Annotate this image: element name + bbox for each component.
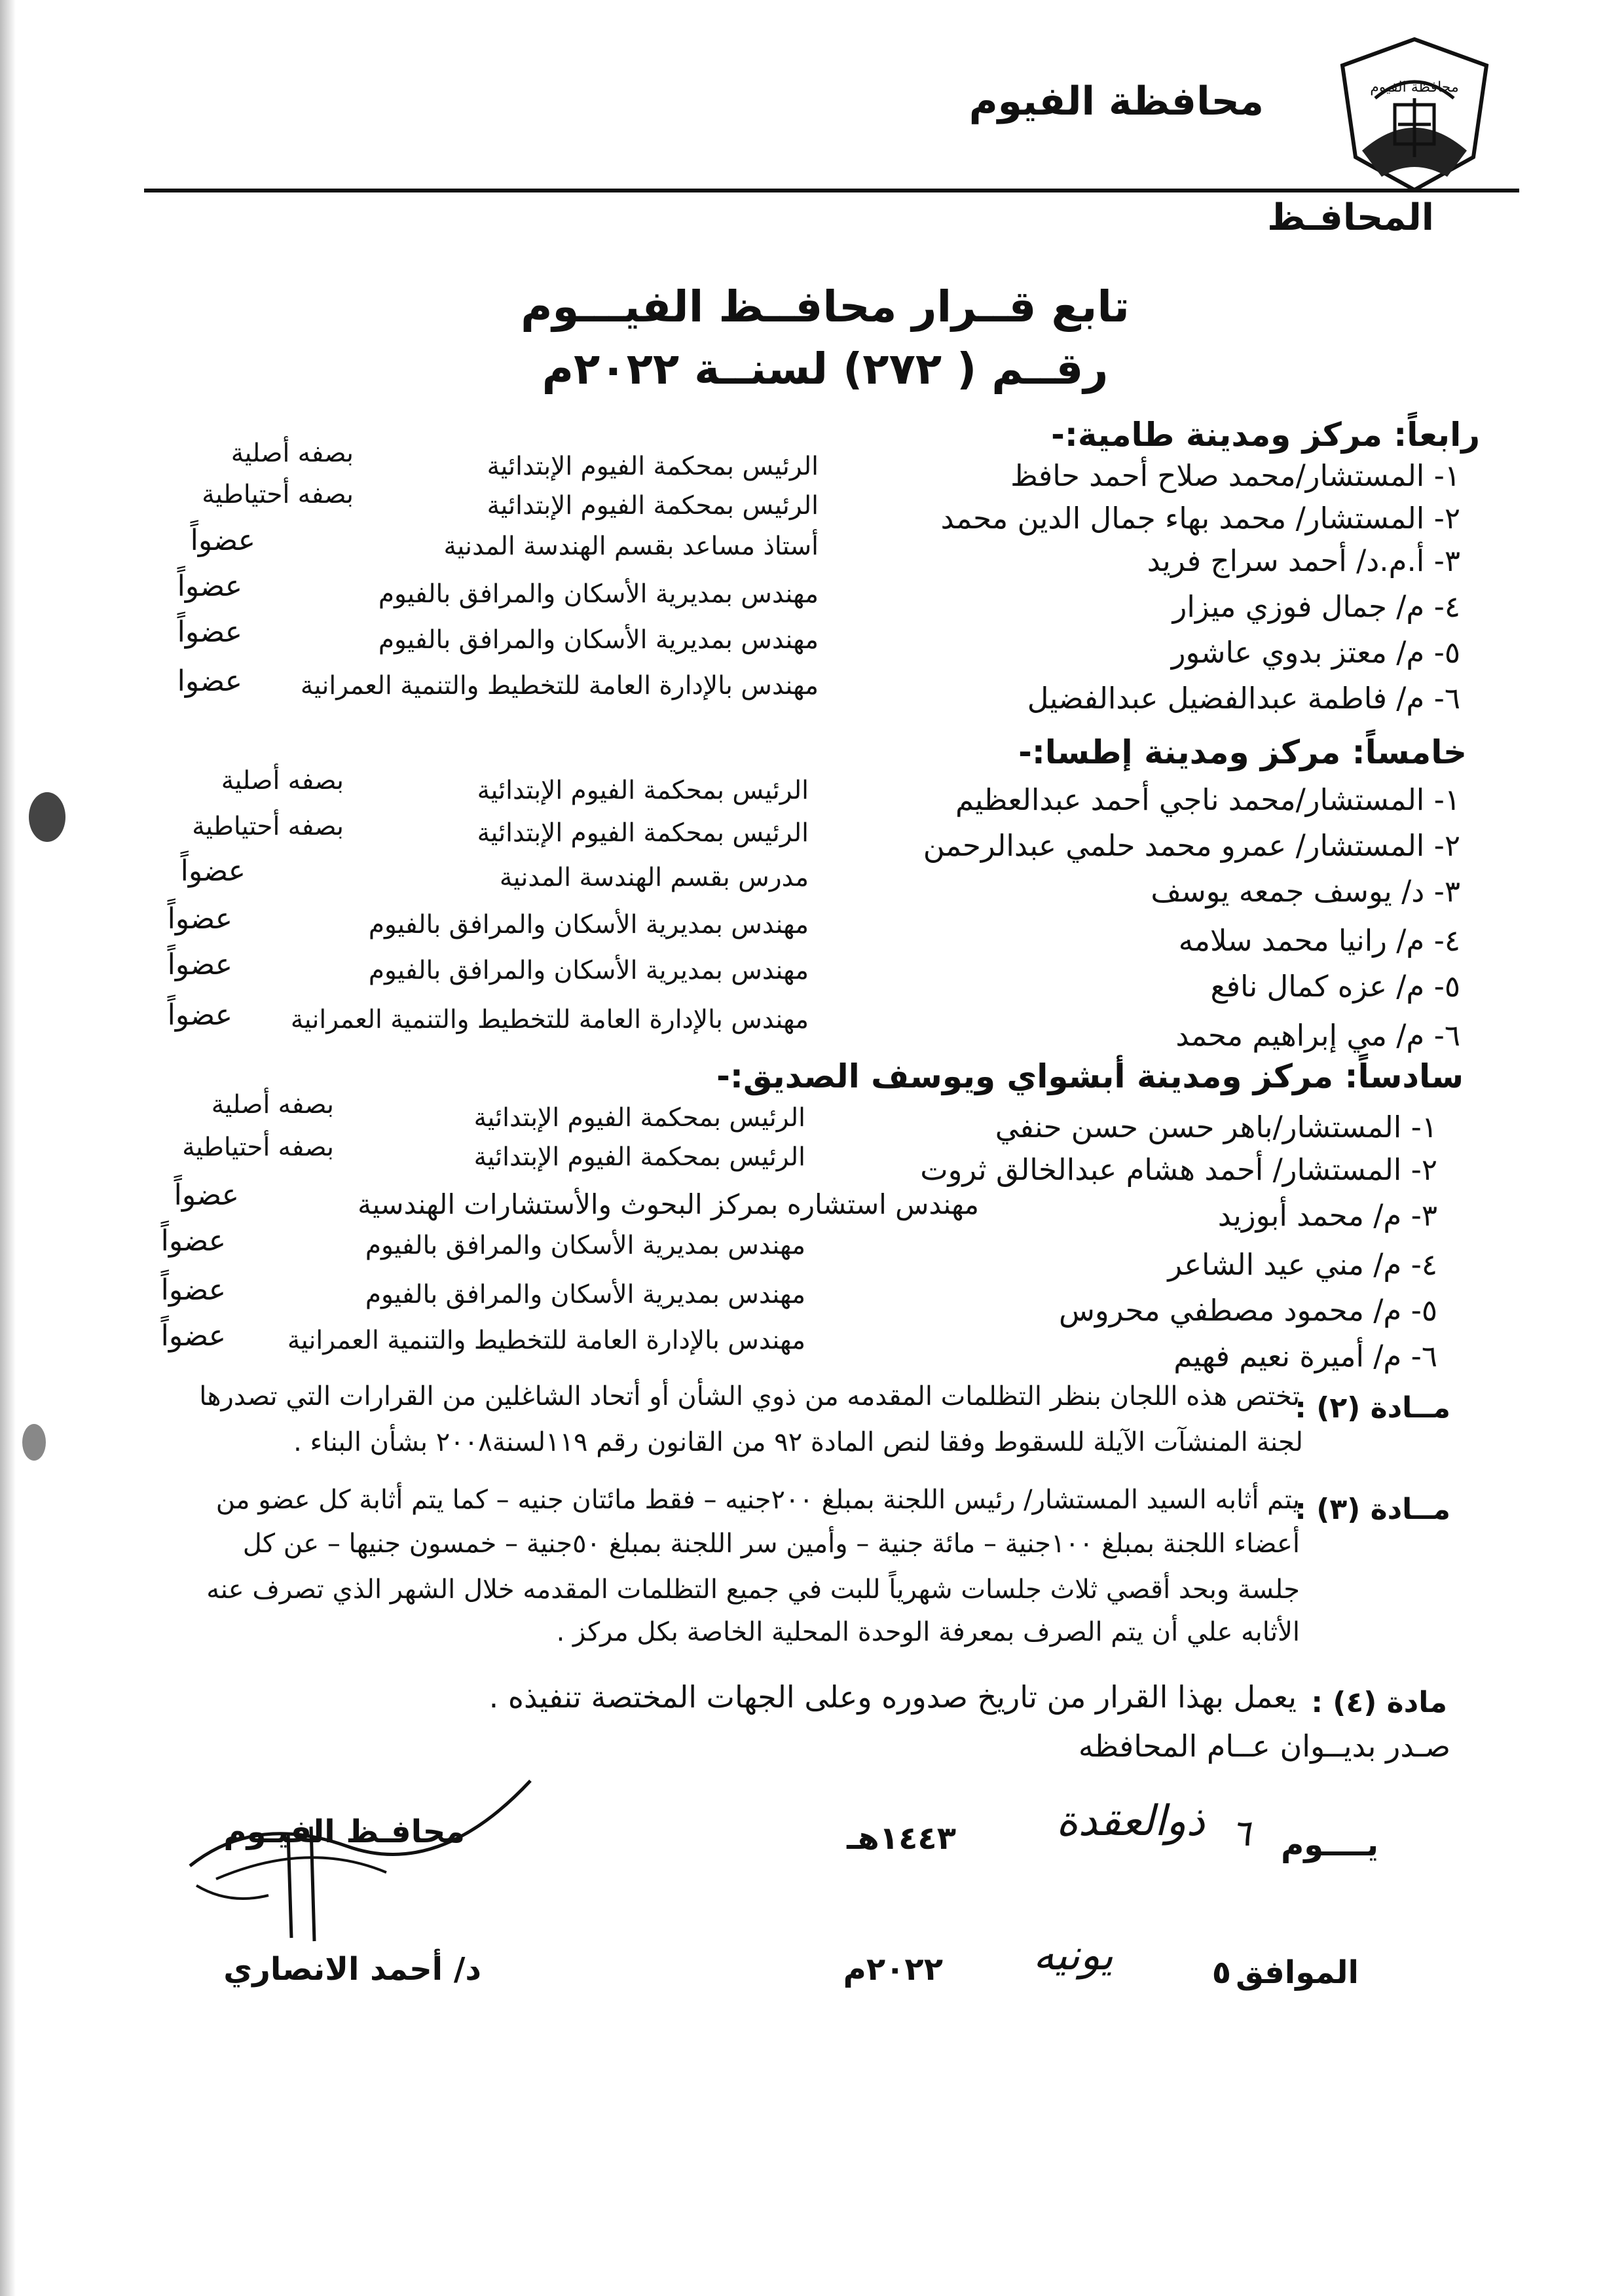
- member-name: ٣- م/ محمد أبوزيد: [1217, 1198, 1437, 1233]
- office-title: المحافـظ: [1267, 196, 1434, 239]
- member-role: بصفه أصلية: [231, 439, 354, 468]
- decision-title: تابع قــرار محافــظ الفيـــوم: [521, 282, 1130, 332]
- gregorian-month-handwritten: يونيه: [1033, 1931, 1113, 1980]
- member-name: ٤- م/ مني عيد الشاعر: [1168, 1247, 1437, 1282]
- member-role: عضواً: [160, 1273, 226, 1307]
- hijri-month-handwritten: ذوالعقدة: [1056, 1797, 1205, 1846]
- article-line: يعمل بهذا القرار من تاريخ صدوره وعلى الجهات المختصة تنفيذه .: [489, 1679, 1297, 1715]
- section-heading: سادساً: مركز ومدينة أبشواي ويوسف الصديق:-: [716, 1057, 1464, 1095]
- governorate-seal-icon: [1316, 26, 1513, 203]
- article-label: مــادة (٣) :: [1295, 1493, 1450, 1526]
- seal-text: محافظة الفيوم: [1370, 79, 1459, 96]
- member-name: ٥- م/ محمود مصطفي محروس: [1058, 1293, 1437, 1328]
- member-role: بصفه أصلية: [211, 1090, 334, 1120]
- member-desc: الرئيس بمحكمة الفيوم الإبتدائية: [487, 491, 819, 520]
- article-line: أعضاء اللجنة بمبلغ ١٠٠جنية – مائة جنية – وأمين سر اللجنة بمبلغ ٥٠جنية – خمسون جنيها – عن كل: [242, 1529, 1300, 1559]
- member-desc: مهندس بمديرية الأسكان والمرافق بالفيوم: [378, 579, 819, 609]
- member-role: عضواً: [177, 570, 242, 603]
- member-desc: أستاذ مساعد بقسم الهندسة المدنية: [443, 532, 819, 561]
- member-name: ٢- المستشار/ أحمد هشام عبدالخالق ثروت: [920, 1152, 1437, 1187]
- signatory-name: د/ أحمد الانصاري: [223, 1951, 481, 1988]
- decision-number: رقــم ( ٢٧٢) لسنــة ٢٠٢٢م: [542, 344, 1109, 394]
- article-line: لجنة المنشآت الآيلة للسقوط وفقا لنص المادة ٩٢ من القانون رقم ١١٩لسنة٢٠٠٨ بشأن البناء .: [293, 1427, 1303, 1457]
- member-role: بصفه أصلية: [221, 766, 344, 795]
- member-role: عضواً: [190, 524, 255, 557]
- article-line: تختص هذه اللجان بنظر التظلمات المقدمه من ذوي الشأن أو أتحاد الشاغلين من القرارات التي تصدرها: [199, 1381, 1300, 1412]
- member-role: عضوا: [177, 665, 242, 698]
- member-name: ١- المستشار/باهر حسن حسن حنفي: [995, 1110, 1437, 1144]
- member-desc: مهندس بمديرية الأسكان والمرافق بالفيوم: [378, 625, 819, 655]
- member-name: ١- المستشار/محمد ناجي أحمد عبدالعظيم: [955, 782, 1460, 817]
- member-desc: مهندس بمديرية الأسكان والمرافق بالفيوم: [368, 956, 809, 985]
- article-line: جلسة وبحد أقصي ثلاث جلسات شهرياً للبت في جميع التظلمات المقدمه خلال الشهر الذي تصرف عنه: [206, 1575, 1300, 1605]
- gregorian-year: ٢٠٢٢م: [843, 1951, 943, 1988]
- member-role: بصفه أحتياطية: [182, 1133, 334, 1162]
- member-role: عضواً: [180, 854, 246, 888]
- member-name: ٣- أ.م.د/ أحمد سراج فريد: [1147, 543, 1460, 578]
- member-name: ٣- د/ يوسف جمعه يوسف: [1151, 874, 1460, 909]
- member-name: ٦- م/ فاطمة عبدالفضيل عبدالفضيل: [1027, 681, 1460, 716]
- member-name: ٦- م/ أميرة نعيم فهيم: [1173, 1339, 1437, 1374]
- member-role: عضواً: [174, 1178, 239, 1212]
- member-desc: الرئيس بمحكمة الفيوم الإبتدائية: [473, 1103, 805, 1133]
- member-role: عضواً: [160, 1319, 226, 1353]
- member-name: ٢- المستشار/ عمرو محمد حلمي عبدالرحمن: [923, 828, 1460, 863]
- header-divider: [144, 189, 1519, 192]
- member-desc: مهندس بالإدارة العامة للتخطيط والتنمية العمرانية: [287, 1326, 805, 1355]
- issued-statement: صـدر بديــوان عــام المحافظه: [1078, 1728, 1450, 1764]
- member-name: ٥- م/ معتز بدوي عاشور: [1171, 635, 1460, 670]
- section-heading: رابعاً: مركز ومدينة طامية:-: [1051, 416, 1480, 454]
- member-desc: مهندس بمديرية الأسكان والمرافق بالفيوم: [365, 1231, 805, 1260]
- hijri-date-prefix: يــــوم: [1281, 1827, 1378, 1863]
- member-desc: مهندس بالإدارة العامة للتخطيط والتنمية العمرانية: [300, 671, 819, 701]
- member-role: عضواً: [167, 948, 232, 981]
- governorate-name: محافظة الفيوم: [969, 79, 1264, 124]
- member-name: ٦- م/ مي إبراهيم محمد: [1175, 1018, 1460, 1053]
- hijri-year: ١٤٤٣هـ: [847, 1820, 956, 1857]
- member-desc: مهندس بمديرية الأسكان والمرافق بالفيوم: [368, 910, 809, 939]
- article-label: مادة (٤) :: [1311, 1686, 1447, 1719]
- member-role: عضواً: [160, 1224, 226, 1258]
- member-desc: مهندس بمديرية الأسكان والمرافق بالفيوم: [365, 1280, 805, 1309]
- member-role: عضواً: [177, 615, 242, 649]
- gregorian-date-prefix: الموافق: [1236, 1954, 1359, 1991]
- member-name: ٢- المستشار/ محمد بهاء جمال الدين محمد: [940, 501, 1460, 536]
- member-desc: مدرس بقسم الهندسة المدنية: [499, 863, 809, 892]
- member-name: ٤- م/ جمال فوزي ميزار: [1172, 589, 1460, 624]
- member-role: عضواً: [167, 902, 232, 936]
- article-line: يتم أثابه السيد المستشار/ رئيس اللجنة بمبلغ ٢٠٠جنيه – فقط مائتان جنيه – كما يتم أثابة كل عضو من: [215, 1485, 1300, 1515]
- member-desc: الرئيس بمحكمة الفيوم الإبتدائية: [487, 452, 819, 481]
- gregorian-day: ٥: [1211, 1954, 1231, 1991]
- punch-hole: [29, 792, 65, 842]
- member-role: بصفه أحتياطية: [202, 480, 354, 509]
- member-role: عضواً: [167, 998, 232, 1032]
- punch-hole: [22, 1424, 46, 1461]
- member-name: ٥- م/ عزه كمال نافع: [1210, 969, 1460, 1004]
- article-line: الأثابه علي أن يتم الصرف بمعرفة الوحدة المحلية الخاصة بكل مركز .: [556, 1617, 1300, 1647]
- handwritten-signature-icon: [177, 1755, 570, 1951]
- member-desc: مهندس استشاره بمركز البحوث والأستشارات الهندسية: [358, 1188, 979, 1220]
- hijri-day: ٦: [1230, 1812, 1251, 1855]
- member-desc: الرئيس بمحكمة الفيوم الإبتدائية: [477, 818, 809, 848]
- member-name: ٤- م/ رانيا محمد سلامه: [1178, 923, 1460, 958]
- section-heading: خامساً: مركز ومدينة إطسا:-: [1018, 733, 1467, 771]
- signatory-title: محافـظ الفيـوم: [223, 1813, 465, 1850]
- member-name: ١- المستشار/محمد صلاح أحمد حافظ: [1010, 458, 1460, 493]
- member-desc: الرئيس بمحكمة الفيوم الإبتدائية: [477, 776, 809, 805]
- member-role: بصفه أحتياطية: [192, 812, 344, 841]
- article-label: مــادة (٢) :: [1295, 1391, 1450, 1425]
- member-desc: الرئيس بمحكمة الفيوم الإبتدائية: [473, 1142, 805, 1172]
- member-desc: مهندس بالإدارة العامة للتخطيط والتنمية العمرانية: [290, 1005, 809, 1034]
